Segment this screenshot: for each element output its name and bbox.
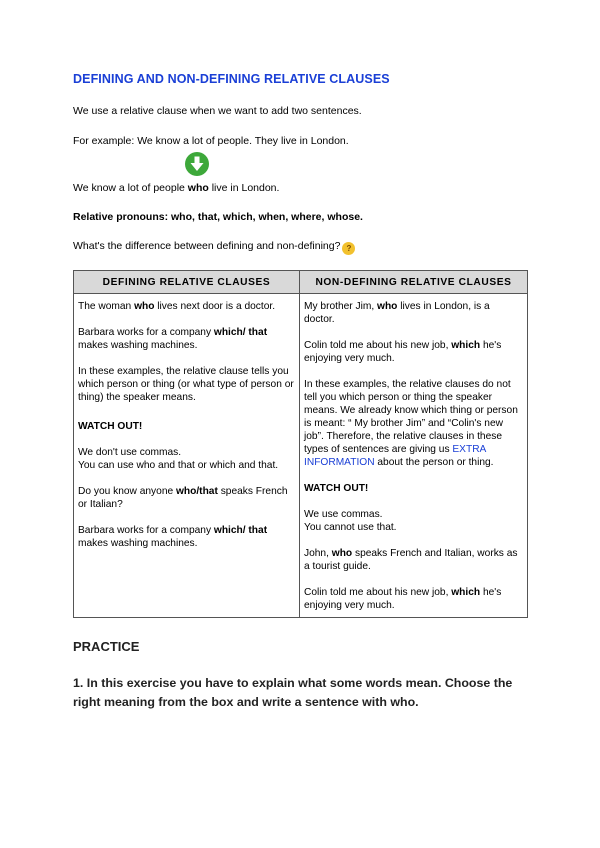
thinking-face-icon: ?	[342, 242, 355, 255]
example-text: For example: We know a lot of people. They live in London.	[73, 135, 349, 147]
header-non-defining: NON-DEFINING RELATIVE CLAUSES	[300, 271, 528, 294]
non-defining-example-4: Colin told me about his new job, which he's enjoying very much.	[304, 587, 502, 611]
defining-example-2: Barbara works for a company which/ that makes washing machines.	[78, 327, 268, 351]
practice-heading: PRACTICE	[73, 639, 140, 654]
non-defining-example-1: My brother Jim, who lives in London, is a doctor.	[304, 301, 490, 325]
combined-sentence: We know a lot of people who live in London.	[73, 182, 280, 194]
intro-text: We use a relative clause when we want to add two sentences.	[73, 105, 362, 117]
header-defining: DEFINING RELATIVE CLAUSES	[74, 271, 300, 294]
relative-pronouns: Relative pronouns: who, that, which, when, where, whose.	[73, 211, 363, 223]
defining-watch-out: WATCH OUT!	[78, 421, 143, 432]
defining-example-3: Do you know anyone who/that speaks French or Italian?	[78, 486, 288, 510]
defining-rules: We don't use commas. You can use who and that or which and that.	[78, 447, 279, 471]
page-title: DEFINING AND NON-DEFINING RELATIVE CLAUSES	[73, 72, 390, 86]
non-defining-column	[300, 294, 528, 618]
non-defining-example-3: John, who speaks French and Italian, works as a tourist guide.	[304, 548, 518, 572]
defining-example-4: Barbara works for a company which/ that makes washing machines.	[78, 525, 268, 549]
defining-column	[74, 294, 300, 618]
relative-clauses-table	[73, 270, 528, 618]
non-defining-explanation: In these examples, the relative clauses do not tell you which person or thing the speaker means. We already know which thing or person is meant: “ My brother Jim” and “Colin's new job”. Therefore, the relative clauses in these types of sentences are giving us EXTRA INFORMATION about the person or thing.	[304, 379, 518, 468]
defining-example-1: The woman who lives next door is a doctor.	[78, 301, 276, 312]
question-text: What's the difference between defining and non-defining? ?	[73, 240, 355, 255]
down-arrow-icon	[185, 152, 209, 176]
non-defining-example-2: Colin told me about his new job, which he's enjoying very much.	[304, 340, 502, 364]
non-defining-watch-out: WATCH OUT!	[304, 483, 369, 494]
defining-explanation: In these examples, the relative clause tells you which person or thing (or what type of person or thing) the speaker means.	[78, 366, 294, 403]
exercise-instructions: 1. In this exercise you have to explain what some words mean. Choose the right meaning from the box and write a sentence with who.	[73, 676, 513, 709]
non-defining-rules: We use commas. You cannot use that.	[304, 509, 397, 533]
